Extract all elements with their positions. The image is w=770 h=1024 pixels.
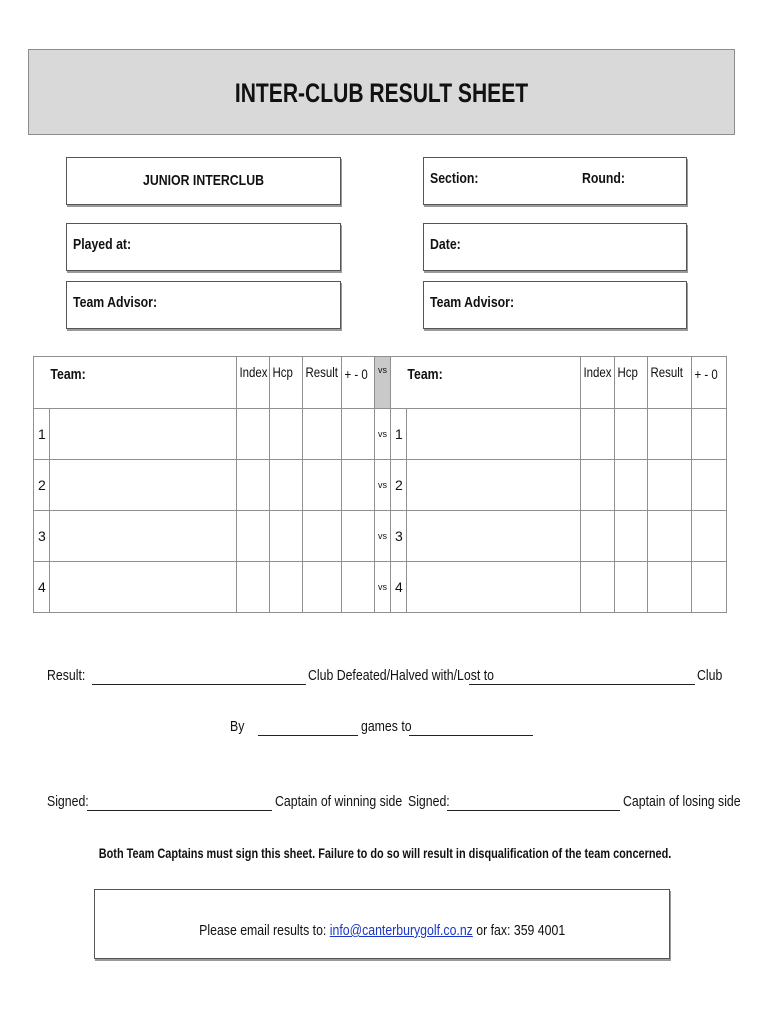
- row-number: 4: [391, 562, 407, 613]
- games-to-label: games to: [361, 718, 412, 735]
- fax-text: or fax: 359 4001: [476, 922, 566, 939]
- right-player-cell[interactable]: [407, 562, 581, 613]
- round-label: Round:: [582, 170, 626, 187]
- email-line: [95, 922, 669, 940]
- games-lost-line[interactable]: [409, 735, 533, 736]
- losing-captain-label: Captain of losing side: [623, 793, 741, 810]
- title-banner: [28, 49, 735, 135]
- row-number: 3: [391, 511, 407, 562]
- table-row: [34, 409, 727, 460]
- signed-right-label: Signed:: [408, 793, 450, 810]
- row-number: 2: [391, 460, 407, 511]
- email-prefix: Please email results to:: [198, 922, 327, 939]
- table-row: [34, 511, 727, 562]
- losing-club-line[interactable]: [469, 684, 695, 685]
- team-advisor-left-field[interactable]: [66, 281, 341, 329]
- vs-header: vs: [375, 357, 391, 409]
- team-advisor-right-label: Team Advisor:: [430, 294, 515, 311]
- page-title: INTER-CLUB RESULT SHEET: [234, 78, 529, 108]
- right-plusminus-header: + - 0: [692, 357, 727, 409]
- left-team-label: Team:: [50, 366, 86, 383]
- losing-signature-line[interactable]: [447, 810, 620, 811]
- vs-cell: vs: [375, 409, 391, 460]
- results-table: [33, 356, 727, 613]
- right-player-cell[interactable]: [407, 460, 581, 511]
- result-mid-text: Club Defeated/Halved with/Lost to: [308, 667, 494, 684]
- left-hcp-header: Hcp: [270, 357, 303, 409]
- right-team-label: Team:: [407, 366, 443, 383]
- right-player-cell[interactable]: [407, 511, 581, 562]
- row-number: 4: [34, 562, 50, 613]
- by-label: By: [230, 718, 245, 735]
- right-index-header: Index: [581, 357, 615, 409]
- left-result-header: Result: [303, 357, 342, 409]
- section-label: Section:: [430, 170, 479, 187]
- played-at-field[interactable]: [66, 223, 341, 271]
- left-plusminus-header: + - 0: [342, 357, 375, 409]
- left-player-cell[interactable]: [50, 409, 237, 460]
- right-result-header: Result: [648, 357, 692, 409]
- left-player-cell[interactable]: [50, 460, 237, 511]
- table-row: [34, 460, 727, 511]
- right-player-cell[interactable]: [407, 409, 581, 460]
- left-player-cell[interactable]: [50, 562, 237, 613]
- right-hcp-header: Hcp: [615, 357, 648, 409]
- email-results-box: [94, 889, 670, 959]
- date-field[interactable]: [423, 223, 687, 271]
- winning-signature-line[interactable]: [87, 810, 272, 811]
- notice-wrap: [0, 845, 770, 863]
- winning-captain-label: Captain of winning side: [275, 793, 403, 810]
- row-number: 2: [34, 460, 50, 511]
- right-team-header: [391, 357, 581, 409]
- captains-notice: Both Team Captains must sign this sheet. Failure to do so will result in disqualification of the team concerned.: [98, 845, 672, 861]
- junior-interclub-label: JUNIOR INTERCLUB: [143, 172, 264, 189]
- row-number: 3: [34, 511, 50, 562]
- row-number: 1: [34, 409, 50, 460]
- left-player-cell[interactable]: [50, 511, 237, 562]
- section-round-box[interactable]: [423, 157, 687, 205]
- team-advisor-left-label: Team Advisor:: [73, 294, 158, 311]
- games-won-line[interactable]: [258, 735, 358, 736]
- vs-cell: vs: [375, 460, 391, 511]
- junior-interclub-box: [66, 157, 341, 205]
- played-at-label: Played at:: [73, 236, 132, 253]
- result-label: Result:: [47, 667, 86, 684]
- club-suffix: Club: [697, 667, 723, 684]
- signed-left-label: Signed:: [47, 793, 89, 810]
- vs-cell: vs: [375, 562, 391, 613]
- left-team-header: [34, 357, 237, 409]
- table-row: [34, 562, 727, 613]
- vs-cell: vs: [375, 511, 391, 562]
- row-number: 1: [391, 409, 407, 460]
- winning-club-line[interactable]: [92, 684, 306, 685]
- email-link[interactable]: info@canterburygolf.co.nz: [329, 922, 473, 939]
- team-advisor-right-field[interactable]: [423, 281, 687, 329]
- date-label: Date:: [430, 236, 461, 253]
- table-header-row: [34, 357, 727, 409]
- left-index-header: Index: [237, 357, 270, 409]
